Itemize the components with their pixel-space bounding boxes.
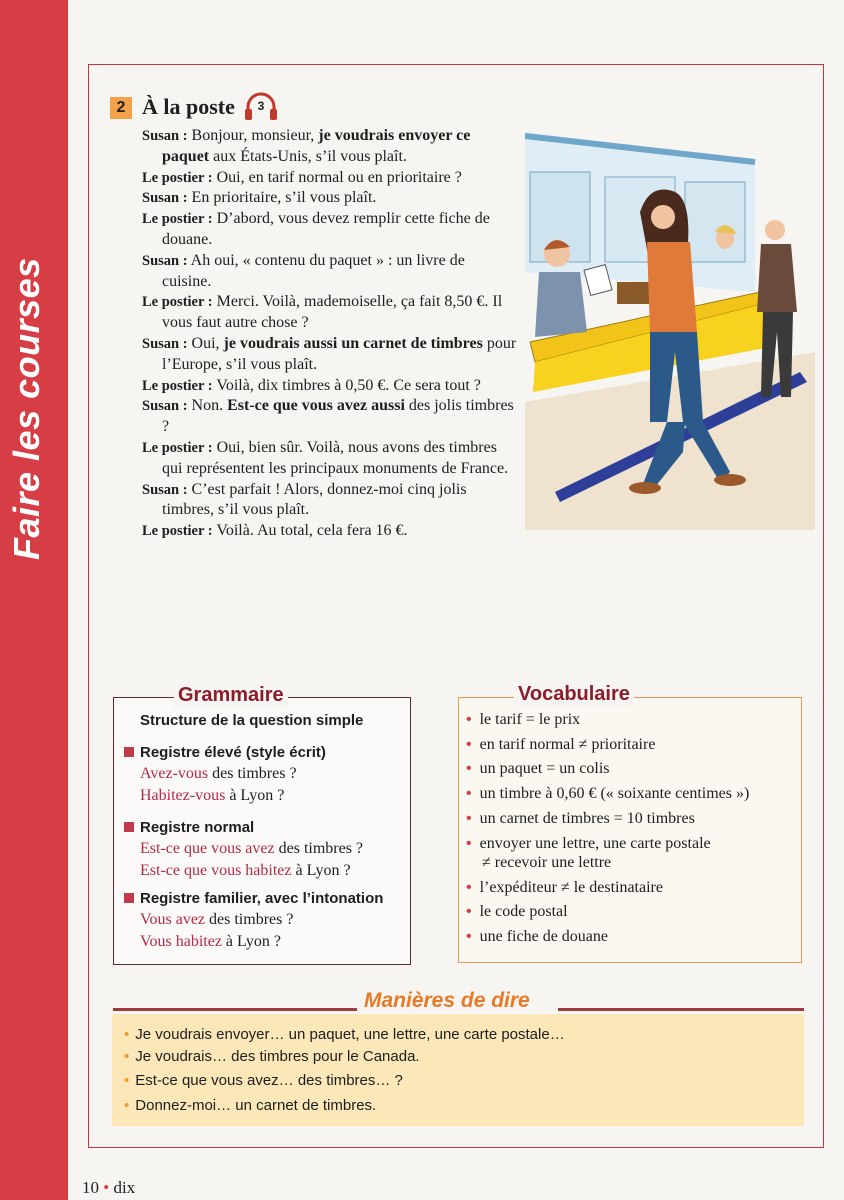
speaker-name: Susan : (142, 252, 188, 269)
speaker-name: Le postier : (142, 523, 213, 540)
example-highlight: Vous habitez (140, 933, 222, 950)
bullet-icon: • (124, 1097, 130, 1114)
dialogue-text: Voilà, dix timbres à 0,50 €. Ce sera tout ? (212, 376, 481, 394)
example-highlight: Habitez-vous (140, 787, 226, 804)
vocabulaire-item (466, 879, 663, 897)
example-highlight: Vous avez (140, 911, 206, 928)
dialogue-text: D’abord, vous devez remplir cette fiche de douane. (162, 210, 490, 248)
dialogue-line (142, 168, 517, 189)
manieres-item (124, 1048, 420, 1065)
registre-title (124, 819, 254, 836)
speaker-name: Le postier : (142, 439, 213, 456)
vocabulaire-item (482, 854, 611, 872)
dialogue-line (142, 438, 517, 480)
dialogue-line (142, 126, 517, 168)
manieres-text: Je voudrais… des timbres pour le Canada. (135, 1048, 420, 1065)
registre-title-text: Registre familier, avec l’intonation (140, 890, 384, 907)
vocabulaire-item (466, 928, 608, 946)
grammaire-example (140, 787, 284, 805)
manieres-item (124, 1026, 565, 1043)
dialogue-line (142, 376, 517, 397)
dialogue-line (142, 521, 517, 542)
bullet-icon: • (466, 785, 472, 802)
dialogue (142, 126, 517, 542)
manieres-item (124, 1072, 403, 1089)
vocabulaire-item (466, 810, 695, 828)
dialogue-text: des jolis timbres ? (162, 397, 514, 436)
grammaire-heading: Grammaire (174, 684, 288, 707)
vocabulaire-text: le code postal (479, 903, 568, 920)
manieres-rule-right (558, 1008, 804, 1011)
vocabulaire-text: un carnet de timbres = 10 timbres (479, 810, 695, 827)
bullet-icon: • (466, 736, 472, 753)
page-footer (82, 1178, 135, 1198)
dialogue-line (142, 396, 517, 438)
track-number: 3 (257, 99, 265, 113)
manieres-item (124, 1097, 376, 1114)
dialogue-text: Oui, (187, 334, 224, 352)
vocabulaire-text: le tarif = le prix (479, 711, 581, 728)
grammaire-example (140, 911, 293, 929)
example-rest: des timbres ? (274, 840, 364, 857)
registre-title-text: Registre élevé (style écrit) (140, 744, 326, 761)
example-rest: des timbres ? (205, 911, 294, 928)
dialogue-line (142, 334, 517, 376)
registre-title-text: Registre normal (140, 819, 255, 836)
post-office-illustration (525, 132, 815, 530)
speaker-name: Susan : (142, 190, 188, 207)
square-bullet-icon (124, 747, 134, 757)
speaker-name: Susan : (142, 398, 188, 415)
dialogue-text: Voilà. Au total, cela fera 16 €. (212, 522, 408, 540)
bullet-icon: • (466, 760, 472, 777)
dialogue-text: En prioritaire, s’il vous plaît. (187, 189, 377, 207)
speaker-name: Le postier : (142, 211, 213, 228)
page-word: dix (113, 1178, 136, 1197)
dialogue-text: Non. (187, 397, 228, 415)
vocabulaire-item (466, 760, 610, 778)
headphone-icon (243, 91, 279, 123)
registre-title (124, 890, 383, 907)
grammaire-example (140, 840, 363, 858)
example-highlight: Avez-vous (140, 765, 209, 782)
example-rest: à Lyon ? (291, 862, 351, 879)
speaker-name: Susan : (142, 335, 188, 352)
speaker-name: Le postier : (142, 169, 213, 186)
speaker-name: Susan : (142, 128, 188, 144)
grammaire-example (140, 765, 297, 783)
bullet-icon: • (103, 1178, 110, 1197)
bullet-icon: • (466, 810, 472, 827)
vocabulaire-text: envoyer une lettre, une carte postale (479, 835, 711, 852)
dialogue-text: Oui, bien sûr. Voilà, nous avons des timbres qui représentent les principaux monuments de France. (162, 438, 509, 477)
dialogue-text: pour l’Europe, s’il vous plaît. (162, 334, 517, 373)
vocabulaire-text: l’expéditeur ≠ le destinataire (479, 879, 663, 896)
section-title-vertical: Faire les courses (6, 257, 47, 560)
bullet-icon: • (466, 835, 472, 852)
side-band (0, 0, 68, 1200)
registre-title (124, 744, 326, 761)
square-bullet-icon (124, 893, 134, 903)
bullet-icon: • (466, 928, 472, 945)
dialogue-text: aux États-Unis, s’il vous plaît. (209, 147, 407, 165)
square-bullet-icon (124, 822, 134, 832)
vocabulaire-item (466, 903, 568, 921)
bullet-icon: • (124, 1026, 130, 1043)
grammaire-subtitle: Structure de la question simple (140, 712, 364, 729)
bullet-icon: • (466, 711, 472, 728)
vocabulaire-text: un paquet = un colis (479, 760, 610, 777)
manieres-heading: Manières de dire (364, 989, 530, 1012)
speaker-name: Le postier : (142, 294, 213, 311)
example-rest: des timbres ? (208, 765, 297, 782)
vocabulaire-text: un timbre à 0,60 € (« soixante centimes ») (479, 785, 750, 802)
example-rest: à Lyon ? (221, 933, 282, 950)
bullet-icon: • (466, 879, 472, 896)
vocabulaire-item (466, 785, 749, 803)
example-highlight: Est-ce que vous habitez (140, 862, 292, 879)
vocabulaire-text: en tarif normal ≠ prioritaire (479, 736, 656, 753)
manieres-text: Est-ce que vous avez… des timbres… ? (135, 1072, 403, 1089)
dialogue-line (142, 480, 517, 522)
lesson-number: 2 (110, 97, 132, 119)
manieres-text: Je voudrais envoyer… un paquet, une lettre, une carte postale… (135, 1026, 565, 1043)
vocabulaire-item (466, 736, 655, 754)
grammaire-example (140, 862, 351, 880)
speaker-name: Susan : (142, 481, 188, 498)
bullet-icon: • (466, 903, 472, 920)
example-highlight: Est-ce que vous avez (140, 840, 275, 857)
vocabulaire-text: une fiche de douane (479, 928, 608, 945)
dialogue-line (142, 251, 517, 293)
dialogue-text: Merci. Voilà, mademoiselle, ça fait 8,50 €. Il vous faut autre chose ? (162, 293, 503, 332)
dialogue-text: C’est parfait ! Alors, donnez-moi cinq jolis timbres, s’il vous plaît. (162, 480, 467, 519)
bullet-icon: • (124, 1072, 130, 1089)
dialogue-text: Oui, en tarif normal ou en prioritaire ? (212, 168, 462, 186)
dialogue-emphasis: Est-ce que vous avez aussi (227, 397, 405, 415)
page-number: 10 (82, 1178, 99, 1197)
vocabulaire-item (466, 711, 580, 729)
vocabulaire-text: ≠ recevoir une lettre (482, 854, 612, 871)
dialogue-text: Ah oui, « contenu du paquet » : un livre de cuisine. (162, 251, 465, 290)
vocabulaire-item (466, 835, 711, 853)
speaker-name: Le postier : (142, 377, 213, 394)
dialogue-line (142, 292, 517, 334)
dialogue-emphasis: je voudrais envoyer ce paquet (162, 127, 471, 165)
dialogue-line (142, 188, 517, 209)
vocabulaire-heading: Vocabulaire (514, 683, 634, 706)
example-rest: à Lyon ? (225, 787, 285, 804)
grammaire-example (140, 933, 281, 951)
manieres-text: Donnez-moi… un carnet de timbres. (135, 1097, 377, 1114)
dialogue-text: Bonjour, monsieur, (187, 127, 319, 144)
manieres-rule-left (113, 1008, 357, 1011)
dialogue-emphasis: je voudrais aussi un carnet de timbres (223, 334, 483, 352)
dialogue-line (142, 209, 517, 251)
lesson-title: À la poste (142, 94, 235, 119)
bullet-icon: • (124, 1048, 130, 1065)
